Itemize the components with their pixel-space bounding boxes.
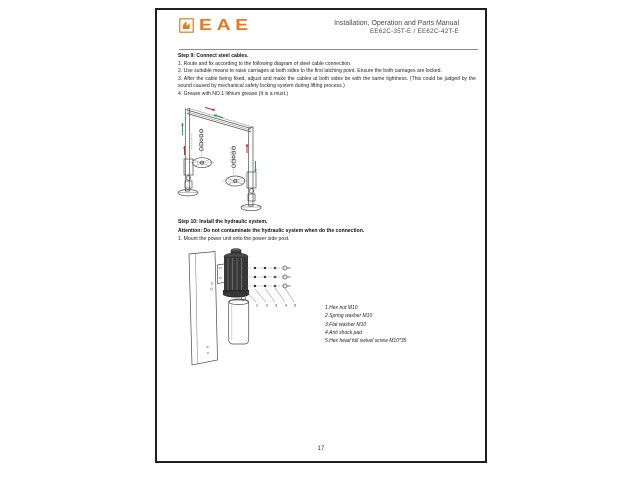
eae-logo-text: EAE	[199, 17, 253, 34]
parts-item-4: 4.Anti shock pad	[325, 329, 362, 336]
step9-item-2: 2. Use suitable means to raise carriages at both sides to the first latching point. Ensure the both carriages are locked.	[178, 68, 442, 74]
step9-section	[178, 53, 476, 98]
fastener-row-middle	[242, 275, 291, 279]
fastener-row-bottom	[242, 284, 291, 288]
step9-heading: Step 9: Connect steel cables.	[178, 53, 249, 59]
parts-list	[325, 304, 455, 345]
step10-section	[178, 218, 476, 244]
model-numbers: EE62C-35T-E / EE62C-42T-E	[369, 28, 459, 35]
step10-heading: Step 10: Install the hydraulic system.	[178, 219, 268, 225]
step9-item-4: 4. Grease with NO.1 lithium grease (It is a must.)	[178, 90, 289, 97]
parts-item-1: 1.Hex nut M10	[325, 305, 358, 311]
fastener-row-top	[242, 266, 291, 270]
step9-item-1: 1. Route and fix according to the following diagram of steel cable connection.	[178, 60, 352, 67]
power-unit-mounting-diagram	[184, 248, 324, 370]
header-text	[334, 19, 459, 36]
parts-item-3: 3.Flat washer M10	[325, 321, 367, 328]
manual-page	[155, 8, 487, 463]
page-number: 17	[317, 446, 325, 452]
manual-title: Installation, Operation and Parts Manual	[334, 20, 459, 27]
step9-item-3: 3. After the cable being fixed, adjust and make the cables at both sides be with the same tightness. (This could be judged by the sound caused by mechanical safety locking system during lifting process.)	[178, 75, 476, 89]
eae-logo	[179, 17, 253, 34]
eae-logo-icon	[179, 18, 194, 33]
callout-5: 5	[293, 302, 297, 308]
header-divider	[179, 49, 478, 50]
steel-cable-routing-diagram	[172, 104, 302, 218]
step10-attention: Attention: Do not contaminate the hydraulic system when do the connection.	[178, 227, 365, 234]
callout-1: 1	[255, 302, 259, 308]
step10-item-1: 1. Mount the power unit onto the power side post.	[178, 236, 290, 243]
callout-3: 3	[274, 302, 278, 308]
callout-2: 2	[265, 302, 269, 308]
parts-item-5: 5.Hex head full swivel screw M10*35	[325, 338, 407, 345]
callout-4: 4	[284, 302, 288, 308]
parts-item-2: 2.Spring washer M10	[325, 313, 373, 320]
